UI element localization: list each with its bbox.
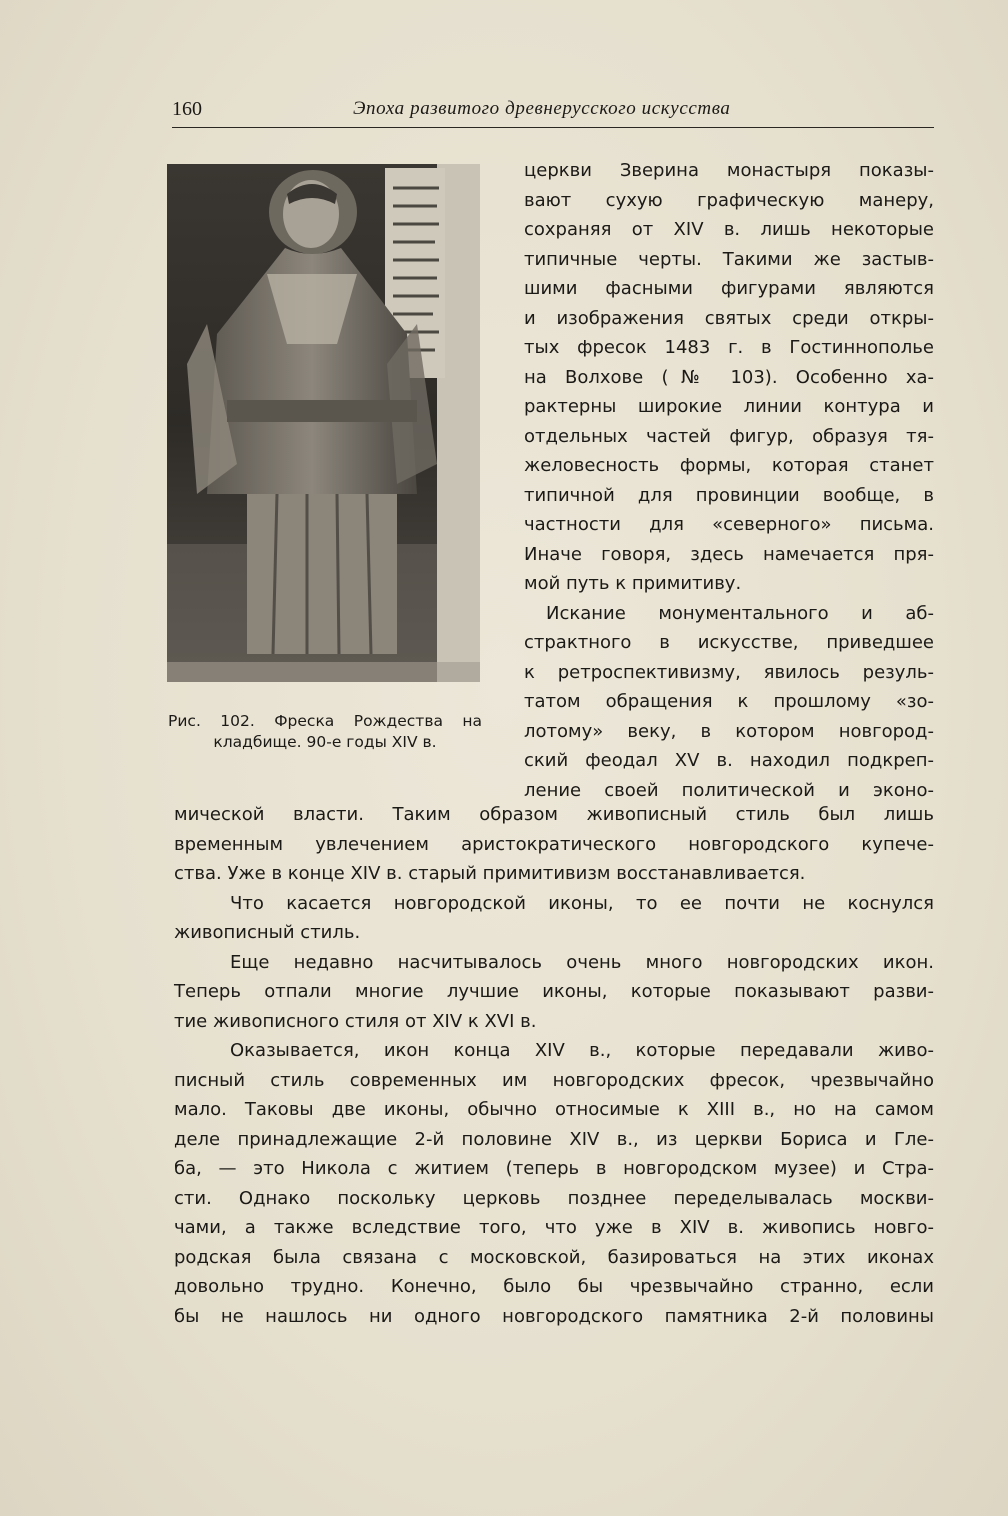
fresco-image: [167, 164, 480, 682]
text-line: Что касается новгородской иконы, то ее почти не коснулся: [230, 892, 934, 914]
running-title: Эпоха развитого древнерусского искусства: [353, 98, 731, 119]
text-line: тых фресок 1483 г. в Гостиннополье: [524, 337, 934, 358]
text-line: мой путь к примитиву.: [524, 573, 742, 594]
text-line: сти. Однако поскольку церковь позднее переделывалась москви-: [174, 1187, 934, 1209]
text-line: Еще недавно насчитывалось очень много новгородских икон.: [230, 951, 934, 973]
text-line: вают сухую графическую манеру,: [524, 189, 934, 211]
text-line: рактерны широкие линии контура и: [524, 396, 934, 417]
text-line: к ретроспективизму, явилось резуль-: [524, 661, 934, 683]
page-number: 160: [172, 98, 202, 120]
text-line: чами, а также вследствие того, что уже в XIV в. живопись новго-: [174, 1217, 934, 1238]
caption-line: кладбище. 90-е годы XIV в.: [213, 733, 437, 751]
text-line: церкви Зверина монастыря показы-: [524, 160, 934, 181]
body-text: [174, 800, 934, 1331]
text-line: и изображения святых среди откры-: [524, 307, 934, 329]
text-line: ление своей политической и эконо-: [524, 779, 934, 801]
text-line: на Волхове (№ 103). Особенно ха-: [524, 366, 934, 388]
column-text: [524, 156, 934, 805]
text-line: тие живописного стиля от XIV к XVI в.: [174, 1010, 537, 1032]
text-line: мической власти. Таким образом живописный стиль был лишь: [174, 804, 934, 825]
text-line: татом обращения к прошлому «зо-: [524, 691, 934, 712]
text-line: типичные черты. Такими же застыв-: [524, 248, 934, 270]
text-line: деле принадлежащие 2-й половине XIV в., из церкви Бориса и Гле-: [174, 1128, 934, 1150]
text-line: частности для «северного» письма.: [524, 514, 934, 535]
text-line: лотому» веку, в котором новгород-: [524, 720, 934, 742]
header-rule: [172, 127, 934, 128]
text-line: желовесность формы, которая станет: [524, 455, 934, 476]
text-line: ский феодал XV в. находил подкреп-: [524, 750, 934, 771]
fresco-photograph: [167, 164, 480, 682]
text-line: отдельных частей фигур, образуя тя-: [524, 425, 934, 447]
text-line: Оказывается, икон конца XIV в., которые передавали живо-: [230, 1040, 934, 1061]
text-line: типичной для провинции вообще, в: [524, 484, 934, 506]
text-line: страктного в искусстве, приведшее: [524, 632, 934, 653]
text-line: шими фасными фигурами являются: [524, 278, 934, 299]
text-line: ства. Уже в конце XIV в. старый примитивизм восстанавливается.: [174, 863, 806, 884]
text-line: довольно трудно. Конечно, было бы чрезвычайно странно, если: [174, 1276, 934, 1297]
text-line: Искание монументального и аб-: [546, 602, 934, 624]
text-line: сохраняя от XIV в. лишь некоторые: [524, 219, 934, 240]
text-line: Теперь отпали многие лучшие иконы, которые показывают разви-: [174, 981, 934, 1002]
text-line: мало. Таковы две иконы, обычно относимые к XIII в., но на самом: [174, 1099, 934, 1120]
text-line: писный стиль современных им новгородских фресок, чрезвычайно: [174, 1069, 934, 1091]
text-line: бы не нашлось ни одного новгородского памятника 2-й половины: [174, 1305, 934, 1327]
text-line: родская была связана с московской, базироваться на этих иконах: [174, 1246, 934, 1268]
text-line: временным увлечением аристократического новгородского купече-: [174, 833, 934, 855]
page-header: [172, 96, 934, 128]
text-line: ба, — это Никола с житием (теперь в новгородском музее) и Стра-: [174, 1158, 934, 1179]
caption-line: Рис. 102. Фреска Рождества на: [168, 712, 482, 730]
text-line: живописный стиль.: [174, 922, 361, 943]
figure-caption: [168, 711, 482, 753]
text-line: Иначе говоря, здесь намечается пря-: [524, 543, 934, 565]
